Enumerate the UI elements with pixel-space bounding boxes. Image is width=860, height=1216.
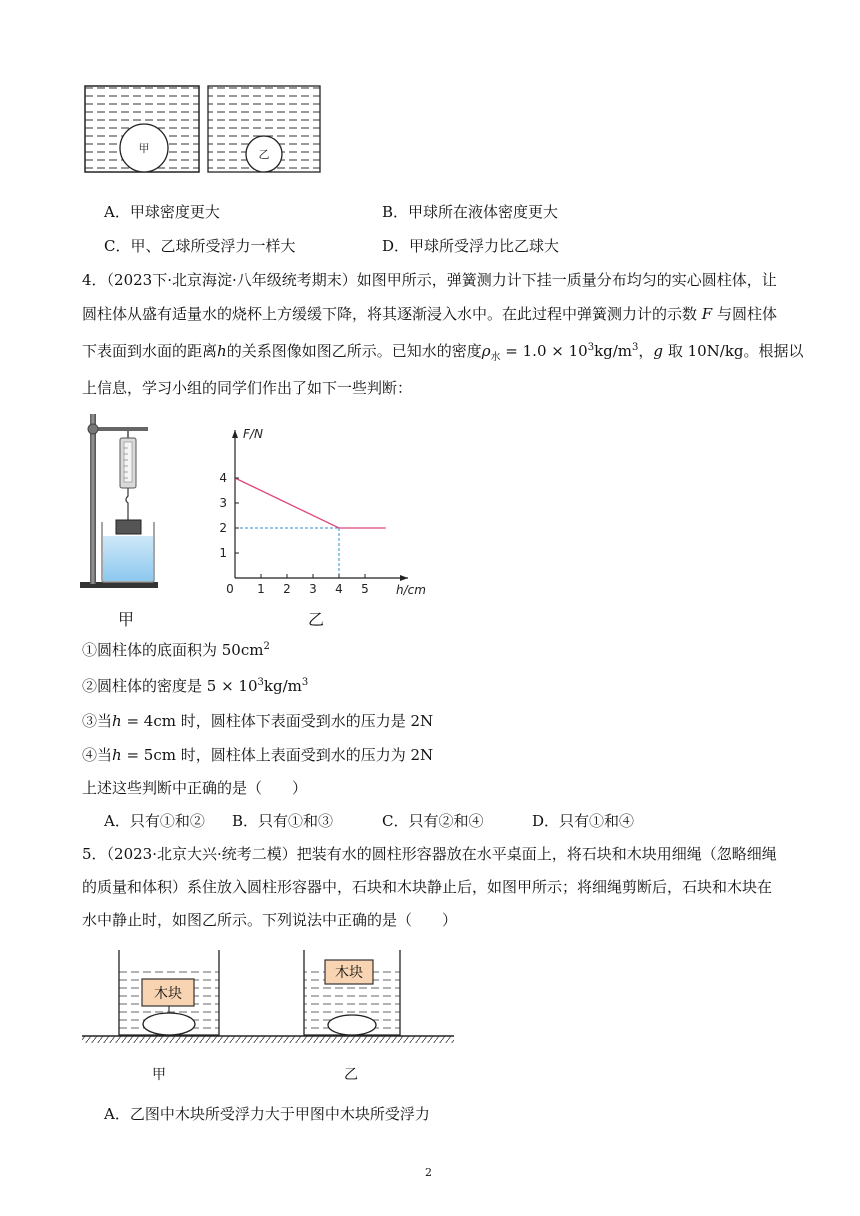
figure-spring-scale-beaker (78, 410, 178, 592)
q5-fig-caption-jia: 甲 (152, 1067, 166, 1083)
q4-option-d: D．只有①和④ (532, 812, 635, 830)
q4-option-b: B．只有①和③ (232, 812, 334, 830)
q5-stem-line2: 的质量和体积）系住放入圆柱形容器中，石块和木块静止后，如图甲所示；将细绳剪断后，石块和木块在 (82, 878, 773, 896)
y-tick-label: 3 (219, 496, 227, 510)
q4-question: 上述这些判断中正确的是（ ） (82, 779, 308, 797)
x-tick-label: 5 (361, 582, 369, 596)
y-tick-label: 4 (219, 471, 227, 485)
y-tick-label: 2 (219, 521, 227, 535)
q4-stem-line4: 上信息，学习小组的同学们作出了如下一些判断： (82, 379, 413, 397)
q5-option-a: A．乙图中木块所受浮力大于甲图中木块所受浮力 (104, 1105, 430, 1123)
q4-option-c: C．只有②和④ (382, 812, 484, 830)
q5-stem-line3: 水中静止时，如图乙所示。下列说法中正确的是（ ） (82, 911, 458, 929)
q4-statement-2: ②圆柱体的密度是 $5 \times 10^3kg/m^3$ (82, 677, 309, 695)
q3-option-c: C．甲、乙球所受浮力一样大 (104, 237, 296, 255)
q3-option-d: D．甲球所受浮力比乙球大 (382, 237, 560, 255)
q4-fig-caption-jia: 甲 (118, 610, 135, 629)
ball-label-jia: 甲 (138, 142, 150, 155)
x-tick-label: 3 (309, 582, 317, 596)
q4-stem-line2: 圆柱体从盛有适量水的烧杯上方缓缓下降，将其逐渐浸入水中。在此过程中弹簧测力计的示数 F 与圆柱体 (82, 305, 778, 323)
page-number: 2 (425, 1166, 432, 1179)
q4-option-a: A．只有①和② (104, 812, 205, 830)
x-tick-label: 0 (226, 582, 234, 596)
x-axis-label: h/cm (396, 583, 426, 597)
q4-stem-line3: 下表面到水面的距离h的关系图像如图乙所示。已知水的密度$\rho_水 = 1.0 \times 10^3kg/m^3$，g 取 10N/kg。根据以 (82, 342, 804, 363)
figure-wood-stone-containers (82, 944, 454, 1044)
series-line (235, 478, 386, 528)
q4-statement-1: ①圆柱体的底面积为 $50cm^2$ (82, 641, 270, 659)
q5-fig-caption-yi: 乙 (344, 1067, 358, 1083)
y-axis-arrow (232, 430, 238, 438)
q3-option-a: A．甲球密度更大 (104, 203, 220, 221)
x-tick-label: 2 (283, 582, 291, 596)
ball-label-yi: 乙 (258, 148, 270, 161)
chart-f-vs-h (218, 418, 438, 600)
q3-option-b: B．甲球所在液体密度更大 (382, 203, 559, 221)
q5-stem-line1: 5．（2023·北京大兴·统考二模）把装有水的圆柱形容器放在水平桌面上，将石块和木块用细绳（忽略细绳 (82, 845, 777, 863)
x-tick-label: 4 (335, 582, 343, 596)
q4-statement-3: ③当h = 4cm 时，圆柱体下表面受到水的压力是 2N (82, 712, 434, 730)
figure-tanks-balls (84, 84, 324, 176)
y-tick-label: 1 (219, 546, 227, 560)
wood-block-label-yi: 木块 (335, 965, 363, 981)
x-tick-label: 1 (257, 582, 265, 596)
q4-statement-4: ④当h = 5cm 时，圆柱体上表面受到水的压力为 2N (82, 746, 434, 764)
wood-block-label-jia: 木块 (154, 986, 182, 1002)
q4-stem-line1: 4．（2023下·北京海淀·八年级统考期末）如图甲所示，弹簧测力计下挂一质量分布均匀的实心圆柱体，让 (82, 271, 777, 289)
x-axis-arrow (400, 575, 408, 581)
q4-fig-caption-yi: 乙 (308, 610, 325, 629)
y-axis-label: F/N (243, 427, 263, 441)
